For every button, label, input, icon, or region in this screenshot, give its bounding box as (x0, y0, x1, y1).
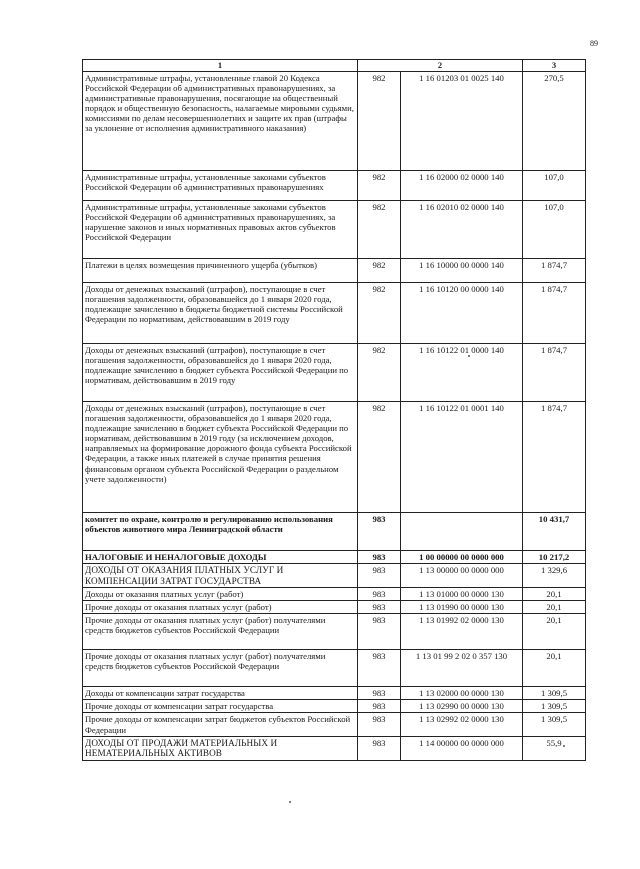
row-amount: 1 874,7 (523, 344, 586, 402)
row-name: Прочие доходы от оказания платных услуг (работ) получателями средств бюджетов субъектов Российской Федерации (83, 614, 358, 650)
table-row (83, 259, 586, 283)
row-name: Доходы от оказания платных услуг (работ) (83, 588, 358, 601)
row-amount: 20,1 (523, 588, 586, 601)
row-name: Прочие доходы от оказания платных услуг (работ) получателями средств бюджетов субъектов Российской Федерации (83, 650, 358, 687)
row-admin-code: 983 (358, 736, 401, 760)
table-row (83, 344, 586, 402)
row-amount: 10 217,2 (523, 551, 586, 564)
row-amount: 55,9 (523, 736, 586, 760)
row-admin-code: 982 (358, 402, 401, 513)
row-amount: 1 874,7 (523, 259, 586, 283)
table-row (83, 402, 586, 513)
row-name: Административные штрафы, установленные законами субъектов Российской Федерации об административных правонарушениях (83, 171, 358, 201)
header-col-2: 2 (358, 60, 523, 72)
row-name: комитет по охране, контролю и регулированию использования объектов животного мира Ленинградской области (83, 513, 358, 551)
row-admin-code: 983 (358, 601, 401, 614)
row-budget-code: 1 16 10122 01 0001 140 (401, 402, 523, 513)
row-admin-code: 982 (358, 344, 401, 402)
row-amount: 107,0 (523, 171, 586, 201)
row-budget-code: 1 13 01 99 2 02 0 357 130 (401, 650, 523, 687)
row-budget-code: 1 16 10000 00 0000 140 (401, 259, 523, 283)
row-admin-code: 982 (358, 72, 401, 171)
row-name: Доходы от денежных взысканий (штрафов), поступающие в счет погашения задолженности, образовавшейся до 1 января 2020 года, подлежащие зачислению в бюджет субъекта Российской Федерации по нормативам, действовавшим в 2019 году (за исключением доходов, направляемых на формирование дорожного фонда субъекта Российской Федерации, а также иных платежей в случае принятия решения финансовым органом субъекта Российской Федерации о раздельном учете задолженности) (83, 402, 358, 513)
row-name: Административные штрафы, установленные главой 20 Кодекса Российской Федерации об административных правонарушениях, за административные правонарушения, посягающие на общественный порядок и общественную безопасность, налагаемые мировыми судьями, комиссиями по делам несовершеннолетних и защите их прав (штрафы за уклонение от исполнения административного наказания) (83, 72, 358, 171)
row-name: ДОХОДЫ ОТ ПРОДАЖИ МАТЕРИАЛЬНЫХ И НЕМАТЕРИАЛЬНЫХ АКТИВОВ (83, 736, 358, 760)
row-admin-code: 983 (358, 513, 401, 551)
revenue-table (82, 59, 586, 761)
row-amount: 20,1 (523, 650, 586, 687)
table-row (83, 700, 586, 713)
scan-speck (468, 355, 470, 357)
row-name: Прочие доходы от оказания платных услуг (работ) (83, 601, 358, 614)
table-row (83, 713, 586, 736)
row-amount: 1 329,6 (523, 564, 586, 588)
row-admin-code: 983 (358, 551, 401, 564)
row-budget-code: 1 00 00000 00 0000 000 (401, 551, 523, 564)
row-amount: 1 309,5 (523, 700, 586, 713)
table-header-row (83, 60, 586, 72)
row-name: ДОХОДЫ ОТ ОКАЗАНИЯ ПЛАТНЫХ УСЛУГ И КОМПЕНСАЦИИ ЗАТРАТ ГОСУДАРСТВА (83, 564, 358, 588)
row-budget-code: 1 13 01992 02 0000 130 (401, 614, 523, 650)
row-budget-code: 1 13 01990 00 0000 130 (401, 601, 523, 614)
row-budget-code: 1 14 00000 00 0000 000 (401, 736, 523, 760)
table-row (83, 201, 586, 259)
row-amount: 1 309,5 (523, 687, 586, 700)
table-row (83, 72, 586, 171)
row-admin-code: 983 (358, 687, 401, 700)
row-amount: 1 309,5 (523, 713, 586, 736)
row-admin-code: 982 (358, 259, 401, 283)
row-amount: 1 874,7 (523, 402, 586, 513)
row-budget-code: 1 16 01203 01 0025 140 (401, 72, 523, 171)
row-admin-code: 983 (358, 700, 401, 713)
scan-speck (563, 745, 565, 747)
row-budget-code: 1 16 10122 01 0000 140 (401, 344, 523, 402)
row-admin-code: 982 (358, 171, 401, 201)
row-admin-code: 983 (358, 588, 401, 601)
row-admin-code: 983 (358, 614, 401, 650)
scan-speck (289, 801, 291, 803)
row-admin-code: 983 (358, 650, 401, 687)
table-row (83, 588, 586, 601)
row-amount: 20,1 (523, 601, 586, 614)
row-name: Доходы от денежных взысканий (штрафов), поступающие в счет погашения задолженности, образовавшейся до 1 января 2020 года, подлежащие зачислению в бюджеты бюджетной системы Российской Федерации по нормативам, действовавшим в 2019 году (83, 283, 358, 344)
header-col-3: 3 (523, 60, 586, 72)
row-budget-code: 1 13 02990 00 0000 130 (401, 700, 523, 713)
table-row (83, 171, 586, 201)
table-row (83, 601, 586, 614)
page-number: 89 (590, 39, 598, 48)
row-amount: 1 874,7 (523, 283, 586, 344)
table-row (83, 687, 586, 700)
row-amount: 270,5 (523, 72, 586, 171)
row-budget-code: 1 16 02010 02 0000 140 (401, 201, 523, 259)
row-name: Доходы от денежных взысканий (штрафов), поступающие в счет погашения задолженности, образовавшейся до 1 января 2020 года, подлежащие зачислению в бюджет субъекта Российской Федерации по нормативам, действовавшим в 2019 году (83, 344, 358, 402)
table-row (83, 650, 586, 687)
row-budget-code: 1 13 02992 02 0000 130 (401, 713, 523, 736)
row-name: НАЛОГОВЫЕ И НЕНАЛОГОВЫЕ ДОХОДЫ (83, 551, 358, 564)
table-row (83, 513, 586, 551)
table-row (83, 614, 586, 650)
row-name: Прочие доходы от компенсации затрат бюджетов субъектов Российской Федерации (83, 713, 358, 736)
row-admin-code: 982 (358, 201, 401, 259)
row-budget-code: 1 16 02000 02 0000 140 (401, 171, 523, 201)
row-budget-code: 1 13 01000 00 0000 130 (401, 588, 523, 601)
row-name: Административные штрафы, установленные законами субъектов Российской Федерации об административных правонарушениях, за нарушение законов и иных нормативных правовых актов субъектов Российской Федерации (83, 201, 358, 259)
table-row (83, 564, 586, 588)
row-name: Доходы от компенсации затрат государства (83, 687, 358, 700)
row-name: Прочие доходы от компенсации затрат государства (83, 700, 358, 713)
row-amount: 20,1 (523, 614, 586, 650)
row-budget-code: 1 16 10120 00 0000 140 (401, 283, 523, 344)
row-admin-code: 982 (358, 283, 401, 344)
header-col-1: 1 (83, 60, 358, 72)
row-amount: 107,0 (523, 201, 586, 259)
table-row (83, 283, 586, 344)
row-amount: 10 431,7 (523, 513, 586, 551)
table-row (83, 736, 586, 760)
table-row (83, 551, 586, 564)
row-budget-code (401, 513, 523, 551)
row-admin-code: 983 (358, 564, 401, 588)
row-budget-code: 1 13 00000 00 0000 000 (401, 564, 523, 588)
row-admin-code: 983 (358, 713, 401, 736)
row-name: Платежи в целях возмещения причиненного ущерба (убытков) (83, 259, 358, 283)
row-budget-code: 1 13 02000 00 0000 130 (401, 687, 523, 700)
